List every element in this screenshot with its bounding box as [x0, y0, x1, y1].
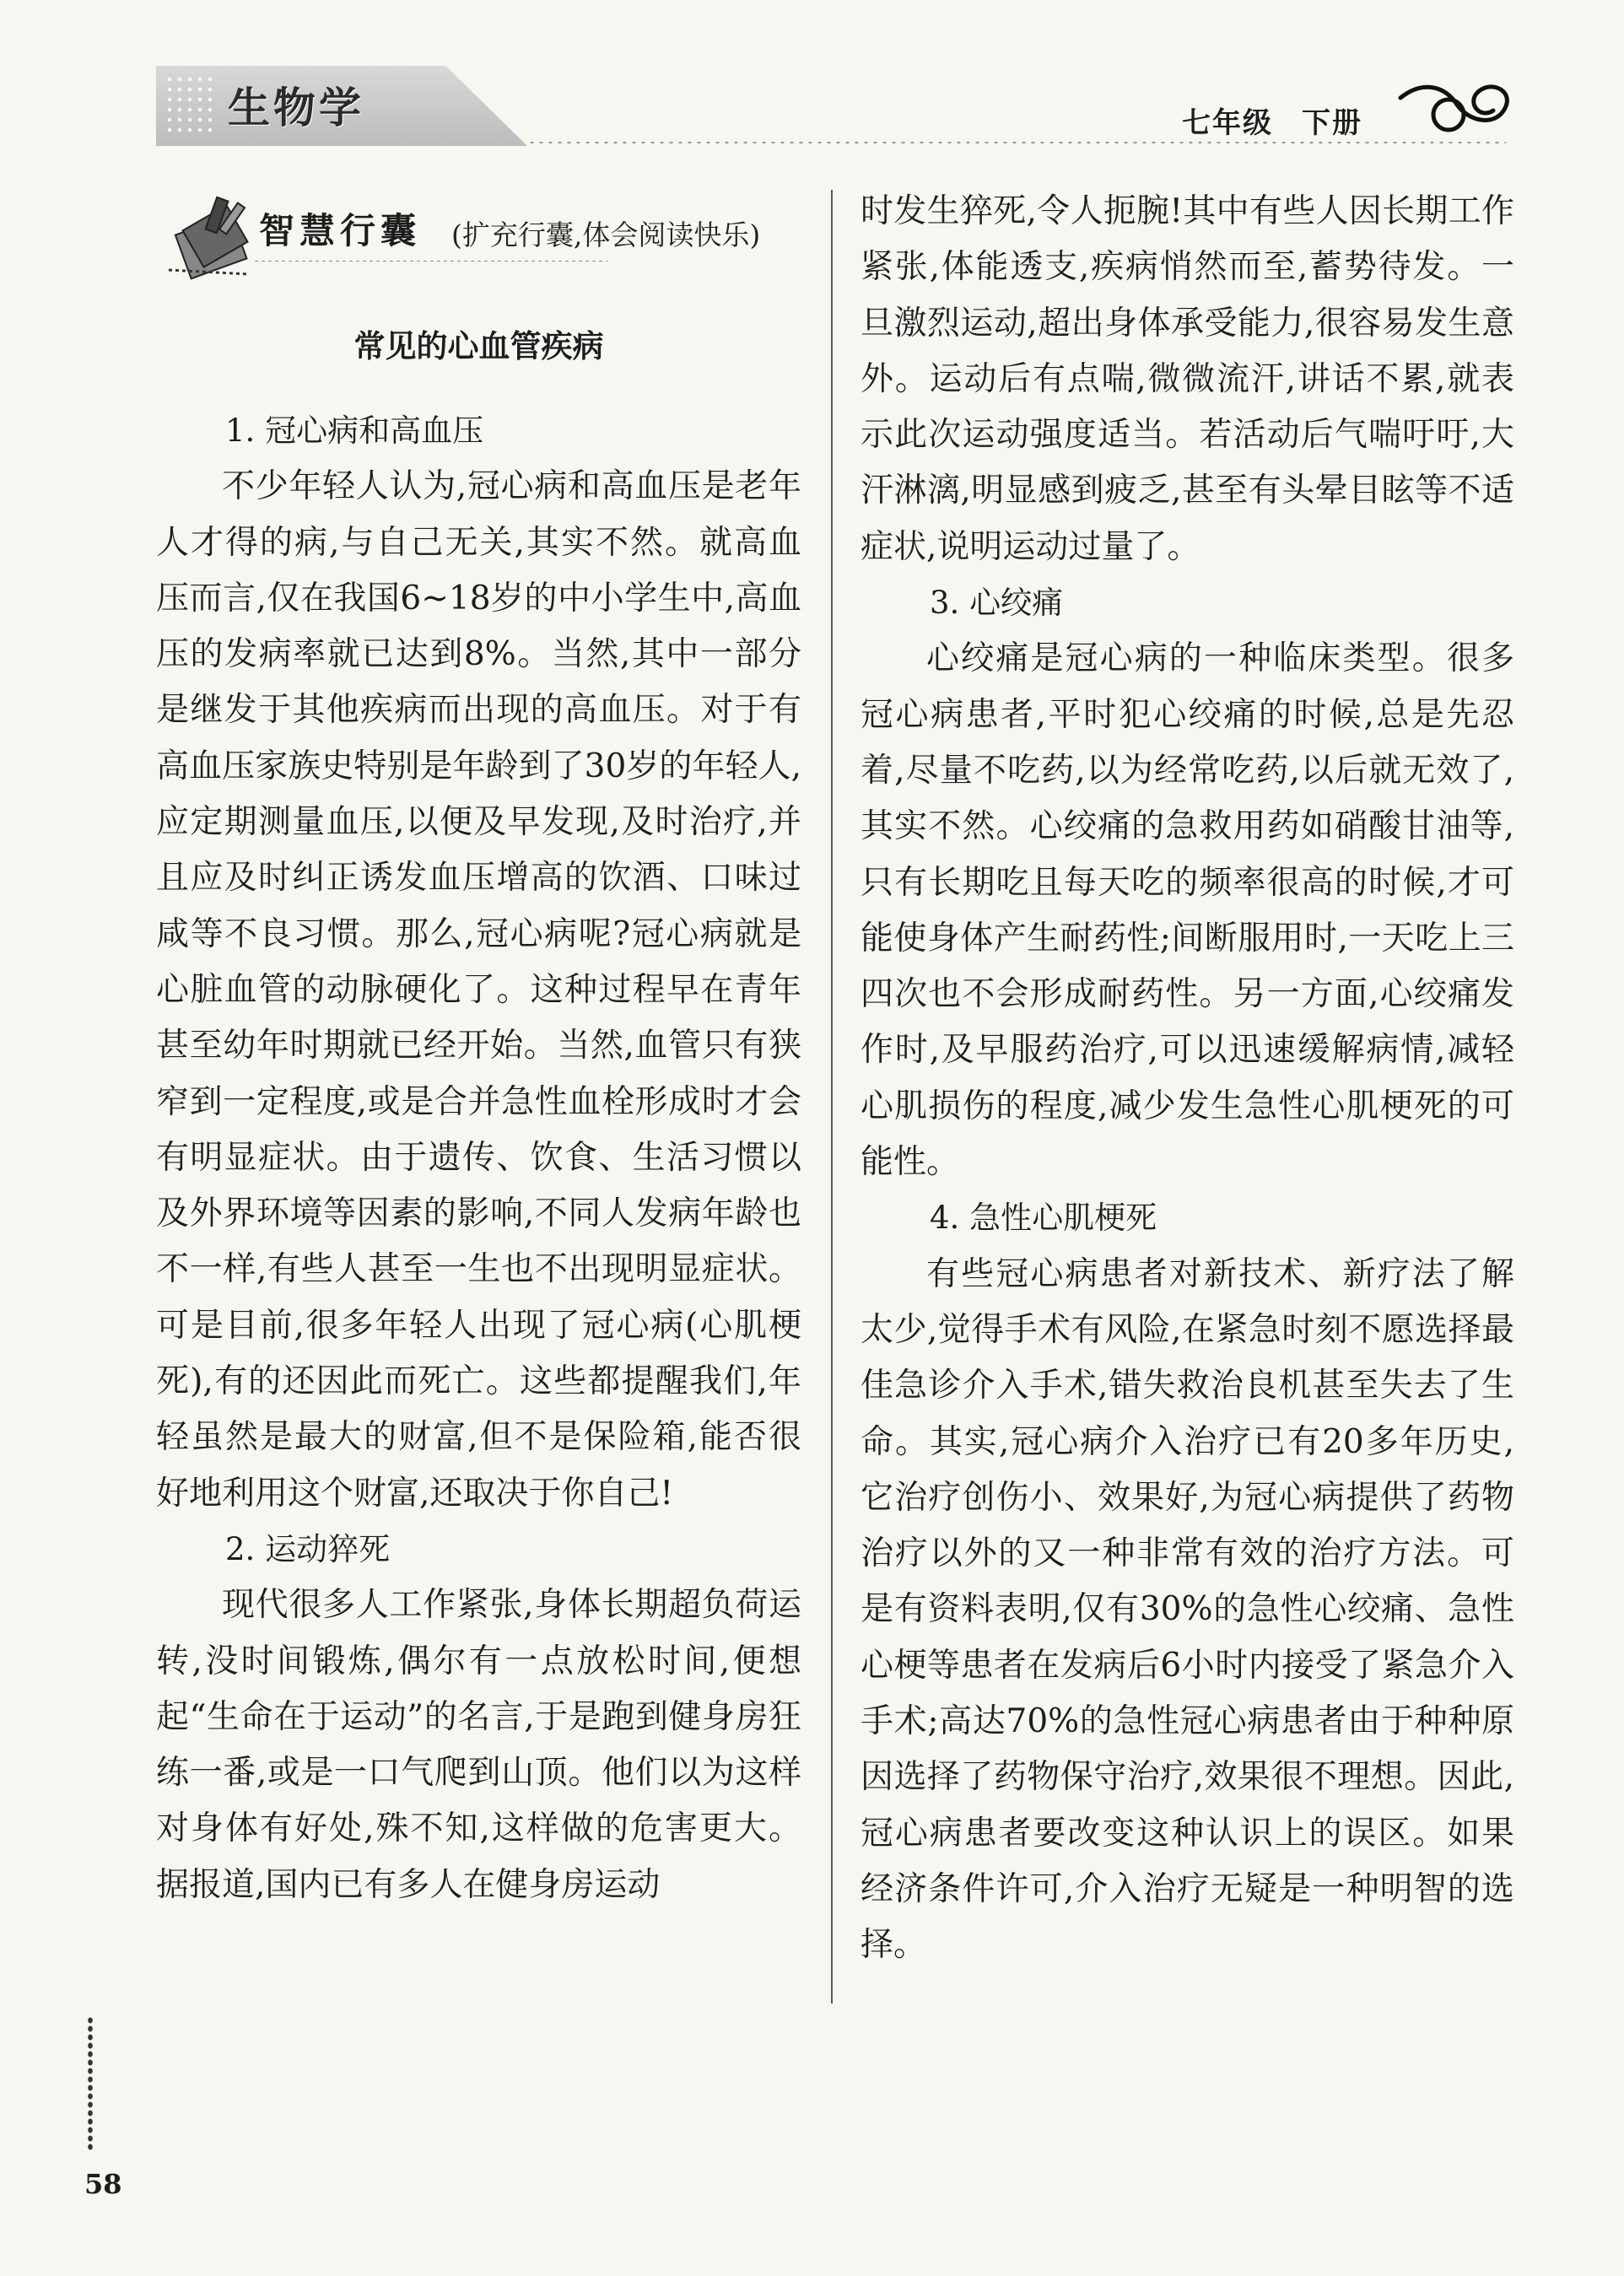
heading-coronary-hypertension: 1. 冠心病和高血压: [225, 413, 484, 449]
section-subtitle: (扩充行囊,体会阅读快乐): [451, 218, 761, 251]
section-title: 智慧行囊: [259, 210, 422, 251]
column-divider: [831, 190, 833, 2004]
volume-text: 下册: [1302, 106, 1362, 140]
margin-dots: [87, 2016, 94, 2151]
subject-title: 生物学: [228, 84, 364, 132]
heading-angina: 3. 心绞痛: [930, 585, 1064, 622]
paragraph-exercise-continued: 时发生猝死,令人扼腕!其中有些人因长期工作紧张,体能透支,疾病悄然而至,蓄势待发。一旦激烈运动,超出身体承受能力,很容易发生意外。运动后有点喘,微微流汗,讲话不累,就表示此次运动强度适当。若活动后气喘吁吁,大汗淋漓,明显感到疲乏,甚至有头晕目眩等不适症状,说明运动过量了。: [861, 192, 1514, 566]
paragraph-exercise-sudden-death: 现代很多人工作紧张,身体长期超负荷运转,没时间锻炼,偶尔有一点放松时间,便想起“生命在于运动”的名言,于是跑到健身房狂练一番,或是一口气爬到山顶。他们以为这样对身体有好处,殊不知,这样做的危害更大。据报道,国内已有多人在健身房运动: [156, 1586, 801, 1904]
section-banner: [165, 190, 831, 291]
heading-myocardial-infarction: 4. 急性心肌梗死: [930, 1200, 1157, 1237]
paragraph-coronary-hypertension: 不少年轻人认为,冠心病和高血压是老年人才得的病,与自己无关,其实不然。就高血压而言,仅在我国6~18岁的中小学生中,高血压的发病率就已达到8%。当然,其中一部分是继发于其他疾病而出现的高血压。对于有高血压家族史特别是年龄到了30岁的年轻人,应定期测量血压,以便及早发现,及时治疗,并且应及时纠正诱发血压增高的饮酒、口味过咸等不良习惯。那么,冠心病呢?冠心病就是心脏血管的动脉硬化了。这种过程早在青年甚至幼年时期就已经开始。当然,血管只有狭窄到一定程度,或是合并急性血栓形成时才会有明显症状。由于遗传、饮食、生活习惯以及外界环境等因素的影响,不同人发病年龄也不一样,有些人甚至一生也不出现明显症状。可是目前,很多年轻人出现了冠心病(心肌梗死),有的还因此而死亡。这些都提醒我们,年轻虽然是最大的财富,但不是保险箱,能否很好地利用这个财富,还取决于你自己!: [156, 467, 801, 1513]
heading-exercise-sudden-death: 2. 运动猝死: [225, 1530, 391, 1567]
article-title: 常见的心血管疾病: [353, 328, 604, 364]
dot-pattern: [165, 74, 215, 138]
grade-label: [1182, 100, 1362, 141]
swirl-ornament-icon: [1396, 73, 1514, 140]
page-header: [156, 66, 1514, 146]
left-column: [156, 403, 801, 1913]
book-bag-icon: [165, 190, 266, 287]
right-column: [861, 184, 1514, 1974]
grade-text: 七年级: [1182, 106, 1273, 140]
paragraph-myocardial-infarction: 有些冠心病患者对新技术、新疗法了解太少,觉得手术有风险,在紧急时刻不愿选择最佳急诊介入手术,错失救治良机甚至失去了生命。其实,冠心病介入治疗已有20多年历史,它治疗创伤小、效果好,为冠心病提供了药物治疗以外的又一种非常有效的治疗方法。可是有资料表明,仅有30%的急性心绞痛、急性心梗等患者在发病后6小时内接受了紧急介入手术;高达70%的急性冠心病患者由于种种原因选择了药物保守治疗,效果很不理想。因此,冠心病患者要改变这种认识上的误区。如果经济条件许可,介入治疗无疑是一种明智的选择。: [861, 1254, 1514, 1965]
banner-underline: [253, 260, 607, 262]
paragraph-angina: 心绞痛是冠心病的一种临床类型。很多冠心病患者,平时犯心绞痛的时候,总是先忍着,尽量不吃药,以为经常吃药,以后就无效了,其实不然。心绞痛的急救用药如硝酸甘油等,只有长期吃且每天吃的频率很高的时候,才可能使身体产生耐药性;间断服用时,一天吃上三四次也不会形成耐药性。另一方面,心绞痛发作时,及早服药治疗,可以迅速缓解病情,减轻心肌损伤的程度,减少发生急性心肌梗死的可能性。: [861, 639, 1514, 1182]
page-number: 58: [84, 2168, 122, 2200]
